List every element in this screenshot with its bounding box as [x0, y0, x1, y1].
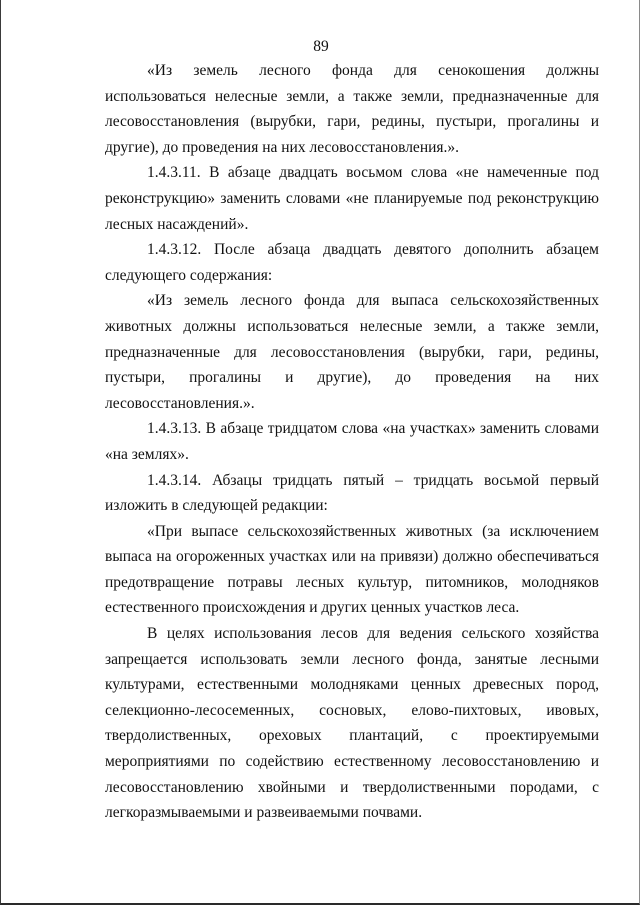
- paragraph-1-4-3-14: 1.4.3.14. Абзацы тридцать пятый – тридцать восьмой первый изложить в следующей редакции:: [105, 471, 599, 515]
- paragraph-grazing-rules-quote: «При выпасе сельскохозяйственных животных (за исключением выпаса на огороженных участках или на привязи) должно обеспечиваться предотвращение потравы лесных культур, питомников, молодняков естественного происхождения и других ценных участков леса.: [105, 522, 599, 617]
- paragraph-1-4-3-11: 1.4.3.11. В абзаце двадцать восьмом слова «не намеченные под реконструкцию» заменить словами «не планируемые под реконструкцию лесных насаждений».: [105, 164, 599, 233]
- paragraph-grazing-quote: «Из земель лесного фонда для выпаса сельскохозяйственных животных должны использоваться нелесные земли, а также земли, предназначенные для лесовосстановления (вырубки, гари, редины, пустыри, прогалины и другие), до проведения на них лесовосстановления.».: [105, 292, 599, 412]
- paragraph-hay-mowing-quote: «Из земель лесного фонда для сенокошения должны использоваться нелесные земли, а также земли, предназначенные для лесовосстановления (вырубки, гари, редины, пустыри, прогалины и другие), до проведения на них лесовосстановления.».: [105, 62, 599, 156]
- page-number: 89: [313, 38, 329, 55]
- paragraph-agriculture-restrictions: В целях использования лесов для ведения сельского хозяйства запрещается использовать земли лесного фонда, занятые лесными культурами, естественными молодняками ценных древесных пород, селекционно-лесосеменных, сосновых, елово-пихтовых, ивовых, твердолиственных, ореховых плантаций, с проектируемыми мероприятиями по содействию естественному лесовосстановлению и лесовосстановлению хвойными и твердолиственными породами, с легкоразмываемыми и развеиваемыми почвами.: [105, 625, 599, 822]
- paragraph-1-4-3-12: 1.4.3.12. После абзаца двадцать девятого дополнить абзацем следующего содержания:: [105, 241, 599, 284]
- document-body: [105, 58, 599, 826]
- paragraph-1-4-3-13: 1.4.3.13. В абзаце тридцатом слова «на участках» заменить словами «на землях».: [105, 420, 599, 463]
